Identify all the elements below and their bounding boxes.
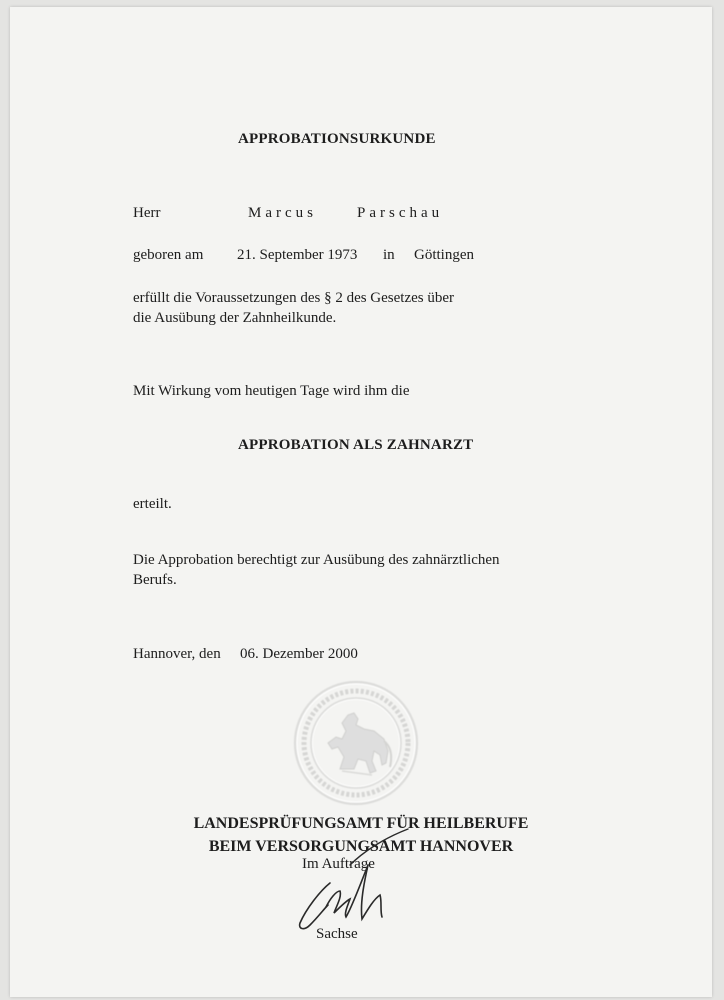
signature-icon xyxy=(290,825,410,935)
authority-line-2: BEIM VERSORGUNGSAMT HANNOVER xyxy=(208,838,514,855)
in-label: in xyxy=(383,247,395,263)
authority-line-1: LANDESPRÜFUNGSAMT FÜR HEILBERUFE xyxy=(193,815,529,832)
born-label: geboren am xyxy=(133,247,204,263)
first-name: Marcus xyxy=(248,205,317,221)
place-date-label: Hannover, den xyxy=(133,646,221,662)
requirements-line-1: erfüllt die Voraussetzungen des § 2 des Gesetzes über xyxy=(133,290,455,306)
issue-date: 06. Dezember 2000 xyxy=(240,646,358,662)
birth-date: 21. September 1973 xyxy=(237,247,358,263)
entitlement-line-2: Berufs. xyxy=(133,572,177,588)
entitlement-line-1: Die Approbation berechtigt zur Ausübung des zahnärztlichen xyxy=(133,552,500,568)
last-name: Parschau xyxy=(357,205,444,221)
granted-text: erteilt. xyxy=(133,496,172,512)
birth-place: Göttingen xyxy=(414,247,474,263)
on-behalf-label: Im Auftrage xyxy=(302,856,375,872)
approbation-title: APPROBATION ALS ZAHNARZT xyxy=(238,437,474,453)
requirements-line-2: die Ausübung der Zahnheilkunde. xyxy=(133,310,337,326)
embossed-seal-icon xyxy=(292,679,420,807)
salutation: Herr xyxy=(133,205,161,221)
effect-line: Mit Wirkung vom heutigen Tage wird ihm die xyxy=(133,383,410,399)
certificate-page xyxy=(10,7,712,997)
signer-name: Sachse xyxy=(316,926,358,942)
document-title: APPROBATIONSURKUNDE xyxy=(238,131,436,147)
